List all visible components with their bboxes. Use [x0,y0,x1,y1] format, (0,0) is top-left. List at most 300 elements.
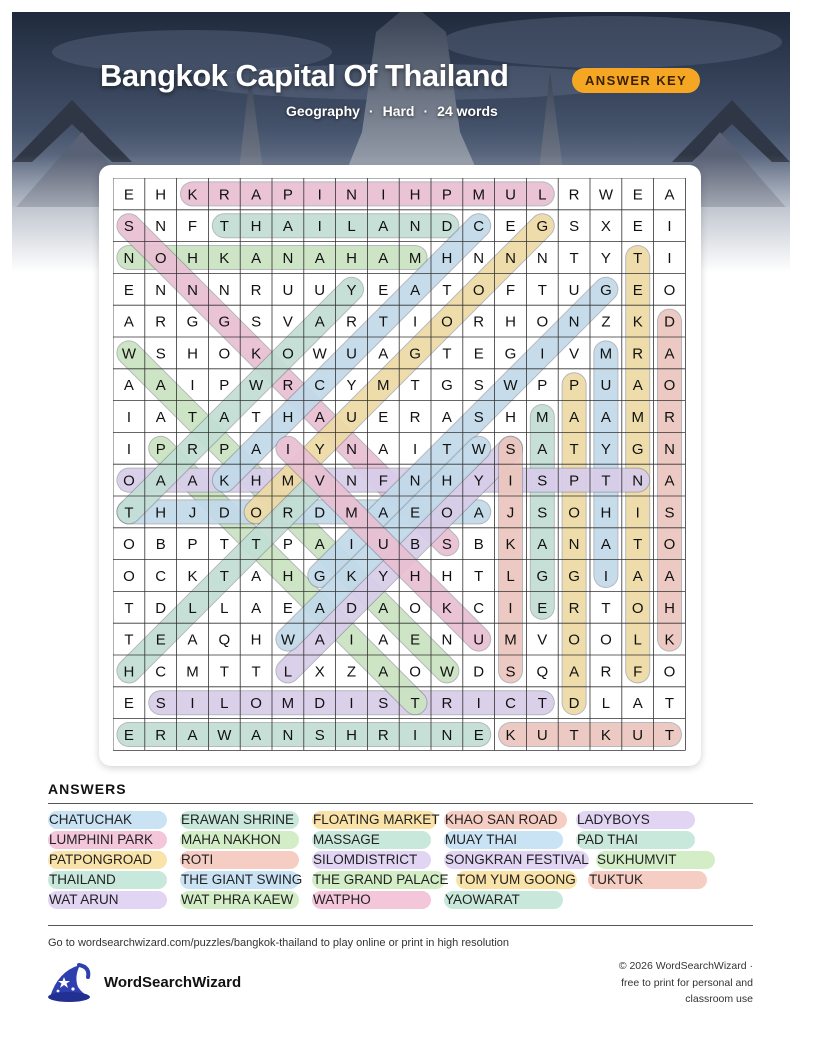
grid-letter[interactable]: L [220,599,229,617]
grid-letter[interactable]: O [600,631,612,649]
grid-letter[interactable]: U [346,409,357,426]
grid-letter[interactable]: L [283,663,293,681]
grid-letter[interactable]: F [378,472,388,490]
grid-letter[interactable]: A [537,440,548,458]
grid-letter[interactable]: T [251,409,261,426]
grid-letter[interactable]: A [282,218,293,236]
grid-letter[interactable]: P [569,377,580,395]
grid-letter[interactable]: Y [314,440,325,458]
grid-letter[interactable]: Z [601,313,611,331]
grid-letter[interactable]: K [251,345,262,363]
grid-letter[interactable]: H [600,504,612,522]
grid-letter[interactable]: P [282,536,293,554]
grid-letter[interactable]: I [349,631,354,649]
grid-letter[interactable]: D [314,504,326,522]
grid-letter[interactable]: D [473,663,485,681]
grid-letter[interactable]: A [410,281,421,299]
grid-letter[interactable]: S [473,377,484,395]
grid-letter[interactable]: G [568,568,580,585]
grid-letter[interactable]: M [408,250,422,267]
grid-letter[interactable]: N [473,250,485,267]
grid-letter[interactable]: E [632,186,643,204]
grid-letter[interactable]: W [439,663,454,681]
grid-letter[interactable]: U [632,727,644,744]
grid-letter[interactable]: T [219,568,229,585]
grid-letter[interactable]: K [187,186,198,204]
grid-letter[interactable]: H [250,218,262,236]
grid-letter[interactable]: M [281,695,295,713]
grid-letter[interactable]: R [155,313,167,331]
grid-letter[interactable]: A [378,440,389,458]
grid-letter[interactable]: N [568,536,580,554]
grid-letter[interactable]: K [441,599,452,617]
grid-letter[interactable]: N [536,250,548,267]
grid-letter[interactable]: U [346,345,357,363]
grid-letter[interactable]: M [186,663,199,681]
grid-letter[interactable]: N [568,313,580,331]
grid-letter[interactable]: A [251,440,262,458]
grid-letter[interactable]: E [378,409,389,426]
grid-letter[interactable]: S [123,218,134,236]
grid-letter[interactable]: H [282,409,294,426]
grid-letter[interactable]: H [250,472,262,490]
grid-letter[interactable]: A [251,727,262,744]
grid-letter[interactable]: B [473,536,484,554]
grid-letter[interactable]: D [346,599,357,617]
grid-letter[interactable]: R [155,727,167,744]
grid-letter[interactable]: N [123,250,135,267]
grid-letter[interactable]: S [251,313,262,331]
grid-letter[interactable]: A [123,377,134,395]
grid-letter[interactable]: A [378,663,389,681]
grid-letter[interactable]: H [441,472,453,490]
grid-letter[interactable]: S [505,663,516,681]
grid-letter[interactable]: I [476,695,481,713]
grid-letter[interactable]: A [378,345,389,363]
grid-letter[interactable]: S [473,409,484,426]
grid-letter[interactable]: E [410,631,421,649]
grid-letter[interactable]: G [441,377,453,395]
grid-letter[interactable]: R [187,440,198,458]
grid-letter[interactable]: M [281,472,295,490]
grid-letter[interactable]: A [569,409,580,426]
grid-letter[interactable]: G [600,281,612,299]
grid-letter[interactable]: A [187,472,198,490]
grid-letter[interactable]: V [314,472,325,490]
grid-letter[interactable]: T [537,281,547,299]
grid-letter[interactable]: O [282,345,294,363]
grid-letter[interactable]: H [282,568,294,585]
grid-letter[interactable]: M [631,409,644,426]
grid-letter[interactable]: T [664,727,675,744]
grid-letter[interactable]: N [155,281,167,299]
grid-letter[interactable]: P [282,186,293,204]
grid-letter[interactable]: K [505,727,516,744]
grid-letter[interactable]: P [187,536,198,554]
grid-letter[interactable]: K [187,568,198,585]
grid-letter[interactable]: U [473,631,485,649]
grid-letter[interactable]: O [123,472,135,490]
grid-letter[interactable]: R [664,409,675,426]
grid-letter[interactable]: R [377,727,389,744]
grid-letter[interactable]: B [410,536,421,554]
grid-letter[interactable]: J [506,504,515,522]
grid-letter[interactable]: O [409,599,421,617]
grid-letter[interactable]: V [569,345,580,363]
grid-letter[interactable]: G [186,313,199,331]
grid-letter[interactable]: H [187,345,198,363]
grid-letter[interactable]: A [378,504,389,522]
grid-letter[interactable]: L [633,631,642,649]
grid-letter[interactable]: T [601,472,611,490]
grid-letter[interactable]: O [663,663,676,681]
grid-letter[interactable]: H [250,631,262,649]
grid-letter[interactable]: Y [346,377,357,395]
grid-letter[interactable]: T [124,599,134,617]
grid-letter[interactable]: T [569,440,579,458]
grid-letter[interactable]: W [503,377,518,395]
grid-letter[interactable]: O [568,631,580,649]
grid-letter[interactable]: N [441,631,453,649]
grid-letter[interactable]: E [378,281,389,299]
grid-letter[interactable]: T [219,218,229,236]
grid-letter[interactable]: N [155,218,167,236]
grid-letter[interactable]: H [441,250,453,267]
grid-letter[interactable]: I [508,472,513,490]
grid-letter[interactable]: P [569,472,580,490]
grid-letter[interactable]: A [155,472,166,490]
grid-letter[interactable]: T [633,536,643,554]
grid-letter[interactable]: E [410,504,421,522]
grid-letter[interactable]: O [472,281,485,299]
grid-letter[interactable]: T [187,409,198,426]
grid-letter[interactable]: N [664,440,675,458]
grid-letter[interactable]: S [155,345,166,363]
grid-letter[interactable]: H [441,568,453,585]
grid-letter[interactable]: W [249,377,264,395]
grid-letter[interactable]: A [664,345,675,363]
grid-letter[interactable]: H [664,599,675,617]
grid-letter[interactable]: A [314,409,325,426]
play-online-link[interactable]: Go to wordsearchwizard.com/puzzles/bangkok-thailand to play online or print in high resolution [48,937,510,949]
grid-letter[interactable]: A [569,663,580,681]
grid-letter[interactable]: R [473,313,485,331]
grid-letter[interactable]: N [409,472,421,490]
grid-letter[interactable]: N [282,250,294,267]
grid-letter[interactable]: A [600,536,611,554]
grid-letter[interactable]: D [314,695,326,713]
grid-letter[interactable]: A [155,377,166,395]
grid-letter[interactable]: G [313,568,326,585]
grid-letter[interactable]: A [314,250,325,267]
grid-letter[interactable]: L [220,695,229,713]
grid-letter[interactable]: A [664,472,675,490]
grid-letter[interactable]: Q [218,631,231,649]
grid-letter[interactable]: H [505,409,516,426]
grid-letter[interactable]: F [505,281,516,299]
grid-letter[interactable]: L [347,218,356,236]
grid-letter[interactable]: E [537,599,548,617]
grid-letter[interactable]: N [346,440,357,458]
grid-letter[interactable]: I [667,250,672,267]
grid-letter[interactable]: U [536,727,548,744]
grid-letter[interactable]: T [569,250,579,267]
grid-letter[interactable]: E [505,218,516,236]
grid-letter[interactable]: M [504,631,517,649]
grid-letter[interactable]: O [409,663,421,681]
grid-letter[interactable]: A [251,568,262,585]
grid-letter[interactable]: G [536,568,549,585]
grid-letter[interactable]: I [349,695,354,713]
grid-letter[interactable]: F [633,663,643,681]
grid-letter[interactable]: A [632,568,643,585]
grid-letter[interactable]: H [346,250,357,267]
grid-letter[interactable]: B [155,536,166,554]
grid-letter[interactable]: Y [378,568,389,585]
grid-letter[interactable]: N [187,281,198,299]
grid-letter[interactable]: E [282,599,293,617]
grid-letter[interactable]: O [218,345,231,363]
grid-letter[interactable]: R [282,504,294,522]
grid-letter[interactable]: M [377,377,390,395]
grid-letter[interactable]: U [377,536,389,554]
grid-letter[interactable]: O [663,377,676,395]
grid-letter[interactable]: N [346,472,357,490]
grid-letter[interactable]: E [123,695,134,713]
grid-letter[interactable]: A [473,504,484,522]
grid-letter[interactable]: V [282,313,293,331]
grid-letter[interactable]: T [442,440,452,458]
grid-letter[interactable]: C [155,568,167,585]
grid-letter[interactable]: W [598,186,613,204]
grid-letter[interactable]: A [251,250,262,267]
grid-letter[interactable]: I [317,186,322,204]
grid-letter[interactable]: O [441,504,453,522]
grid-letter[interactable]: D [218,504,230,522]
grid-letter[interactable]: R [600,663,612,681]
grid-letter[interactable]: R [632,345,644,363]
grid-letter[interactable]: I [667,218,672,236]
grid-letter[interactable]: I [126,409,131,426]
grid-letter[interactable]: A [441,409,452,426]
grid-letter[interactable]: R [441,695,453,713]
grid-letter[interactable]: O [123,536,135,554]
grid-letter[interactable]: U [505,186,516,204]
grid-letter[interactable]: H [505,313,516,331]
grid-letter[interactable]: F [187,218,198,236]
grid-letter[interactable]: S [155,695,166,713]
grid-letter[interactable]: A [314,599,325,617]
grid-letter[interactable]: S [537,472,548,490]
grid-letter[interactable]: R [282,377,294,395]
grid-letter[interactable]: T [219,663,229,681]
grid-letter[interactable]: G [631,440,644,458]
grid-letter[interactable]: A [314,536,325,554]
grid-letter[interactable]: T [219,536,229,554]
grid-letter[interactable]: P [219,377,230,395]
grid-letter[interactable]: I [413,440,418,458]
grid-letter[interactable]: D [441,218,453,236]
grid-letter[interactable]: R [250,281,262,299]
grid-letter[interactable]: N [218,281,230,299]
grid-letter[interactable]: I [413,313,418,331]
grid-letter[interactable]: C [473,599,485,617]
grid-letter[interactable]: M [599,345,613,363]
grid-letter[interactable]: L [538,186,547,204]
grid-letter[interactable]: O [663,281,676,299]
grid-letter[interactable]: U [568,281,580,299]
grid-letter[interactable]: Y [473,472,484,490]
grid-letter[interactable]: H [409,186,421,204]
grid-letter[interactable]: W [471,440,486,458]
grid-letter[interactable]: H [346,727,357,744]
grid-letter[interactable]: E [473,345,484,363]
grid-letter[interactable]: W [280,631,295,649]
grid-letter[interactable]: I [349,536,354,554]
grid-letter[interactable]: M [536,409,549,426]
grid-letter[interactable]: K [219,472,230,490]
grid-letter[interactable]: A [123,313,134,331]
grid-letter[interactable]: I [508,599,513,617]
grid-letter[interactable]: C [155,663,167,681]
grid-letter[interactable]: P [219,440,230,458]
grid-letter[interactable]: A [537,536,548,554]
grid-letter[interactable]: A [251,599,262,617]
grid-letter[interactable]: T [251,536,261,554]
grid-letter[interactable]: O [631,599,644,617]
grid-letter[interactable]: T [410,695,420,713]
grid-letter[interactable]: A [378,250,389,267]
grid-letter[interactable]: O [663,536,676,554]
grid-letter[interactable]: E [155,631,166,649]
grid-letter[interactable]: I [635,504,640,522]
grid-letter[interactable]: G [536,218,549,236]
grid-letter[interactable]: H [123,663,135,681]
grid-letter[interactable]: I [317,218,322,236]
grid-letter[interactable]: K [219,250,230,267]
grid-letter[interactable]: E [632,281,643,299]
grid-letter[interactable]: S [664,504,675,522]
grid-letter[interactable]: A [632,377,643,395]
grid-letter[interactable]: A [664,568,675,585]
grid-letter[interactable]: O [123,568,135,585]
grid-letter[interactable]: I [603,568,608,585]
grid-letter[interactable]: A [632,695,643,713]
grid-letter[interactable]: P [537,377,548,395]
grid-letter[interactable]: A [187,727,198,744]
grid-letter[interactable]: K [505,536,516,554]
grid-letter[interactable]: D [664,313,675,331]
grid-letter[interactable]: U [600,377,612,395]
grid-letter[interactable]: I [381,186,386,204]
grid-letter[interactable]: T [124,631,134,649]
grid-letter[interactable]: I [285,440,290,458]
grid-letter[interactable]: H [187,250,198,267]
grid-letter[interactable]: O [441,313,453,331]
grid-letter[interactable]: K [664,631,675,649]
grid-letter[interactable]: R [218,186,230,204]
grid-letter[interactable]: R [568,599,580,617]
grid-letter[interactable]: E [123,281,134,299]
grid-letter[interactable]: C [505,695,516,713]
grid-letter[interactable]: Y [600,250,611,267]
grid-letter[interactable]: T [251,663,261,681]
grid-letter[interactable]: T [378,313,388,331]
grid-letter[interactable]: E [123,186,134,204]
grid-letter[interactable]: E [123,727,134,744]
grid-letter[interactable]: N [409,218,421,236]
grid-letter[interactable]: I [540,345,545,363]
grid-letter[interactable]: K [346,568,357,585]
grid-letter[interactable]: K [600,727,611,744]
grid-letter[interactable]: Y [346,281,357,299]
grid-letter[interactable]: S [378,695,389,713]
grid-letter[interactable]: K [632,313,643,331]
grid-letter[interactable]: N [441,727,453,744]
grid-letter[interactable]: T [601,599,611,617]
grid-letter[interactable]: S [569,218,580,236]
grid-letter[interactable]: E [632,218,643,236]
grid-letter[interactable]: A [378,599,389,617]
grid-letter[interactable]: Q [536,663,549,681]
grid-letter[interactable]: T [633,250,643,267]
grid-letter[interactable]: N [632,472,644,490]
grid-letter[interactable]: R [409,409,421,426]
grid-letter[interactable]: S [441,536,452,554]
grid-letter[interactable]: W [121,345,136,363]
grid-letter[interactable]: C [473,218,485,236]
grid-letter[interactable]: T [537,695,547,713]
grid-letter[interactable]: R [346,313,357,331]
grid-letter[interactable]: O [250,695,262,713]
grid-letter[interactable]: H [155,504,167,522]
grid-letter[interactable]: A [378,631,389,649]
grid-letter[interactable]: A [219,409,230,426]
grid-letter[interactable]: A [314,631,325,649]
grid-letter[interactable]: M [472,186,485,204]
grid-letter[interactable]: H [155,186,167,204]
grid-letter[interactable]: E [473,727,484,744]
grid-letter[interactable]: H [409,568,421,585]
grid-letter[interactable]: I [126,440,131,458]
grid-letter[interactable]: J [188,504,197,522]
grid-letter[interactable]: Z [346,663,357,681]
grid-letter[interactable]: O [568,504,580,522]
grid-letter[interactable]: I [190,377,195,395]
grid-letter[interactable]: G [409,345,421,363]
grid-letter[interactable]: D [155,599,167,617]
grid-letter[interactable]: M [345,504,358,522]
grid-letter[interactable]: A [600,409,611,426]
grid-letter[interactable]: I [413,727,418,744]
grid-letter[interactable]: W [312,345,327,363]
grid-letter[interactable]: G [504,345,517,363]
grid-letter[interactable]: Y [600,440,611,458]
grid-letter[interactable]: D [568,695,580,713]
grid-letter[interactable]: A [314,313,325,331]
grid-letter[interactable]: N [505,250,516,267]
grid-letter[interactable]: L [188,599,197,617]
grid-letter[interactable]: U [314,281,326,299]
grid-letter[interactable]: L [601,695,611,713]
grid-letter[interactable]: X [314,663,325,681]
grid-letter[interactable]: T [664,695,675,713]
grid-letter[interactable]: T [410,377,420,395]
grid-letter[interactable]: O [536,313,549,331]
grid-letter[interactable]: L [506,568,515,585]
grid-letter[interactable]: C [314,377,326,395]
grid-letter[interactable]: N [282,727,294,744]
